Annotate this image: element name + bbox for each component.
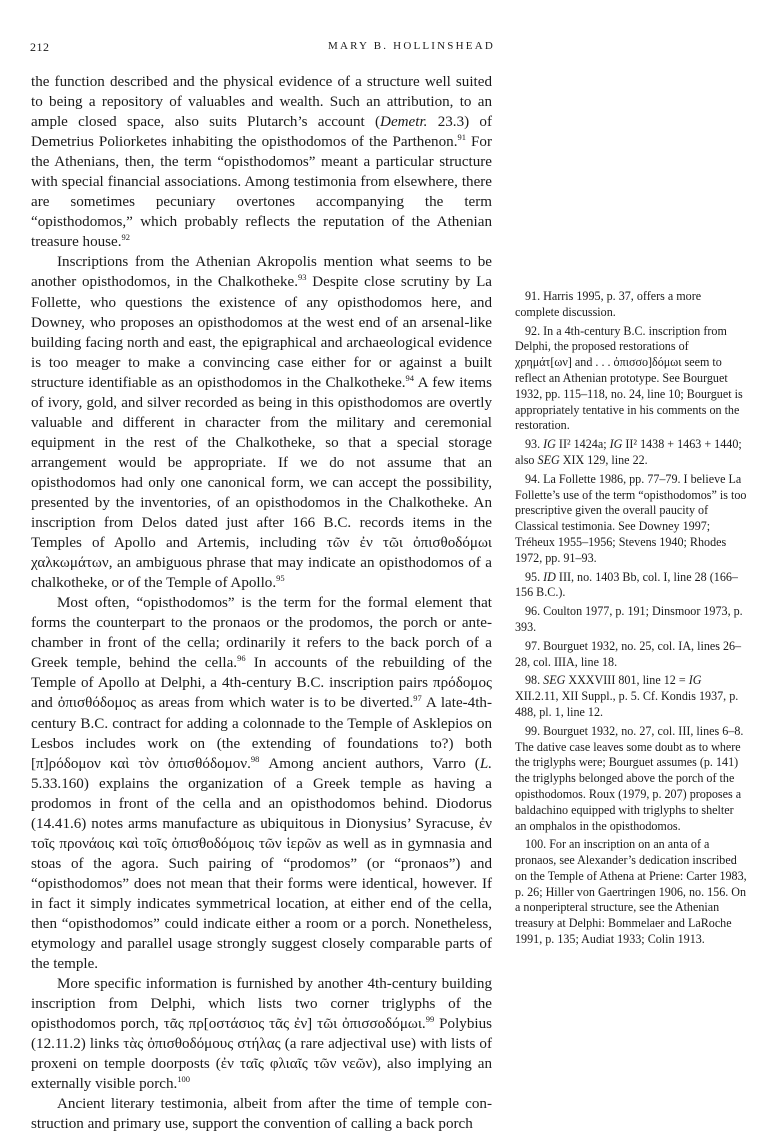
footnote <box>515 673 747 720</box>
footnote <box>515 472 747 567</box>
text-run: 5.33.160) explains the organization of a Greek temple as having a prodomos in front of the cella and an opisthodomos behind. Diodorus (14.41.6) notes arms manufacture as ubiquitous in Dionysius’ Syracuse, ἐν τοῖς προνάοις καὶ τοῖς ὀπισθοδόμοις τῶν ἱερῶν as well as in gymnasia and stoas of the agora. Such pairing of “prodomos” (or “pronaos”) and “opisthodomos” does not mean that their forms were identical, however. If in fact it simply indicates symmetrical location, at either end of the cella, then “opisthodomos” could indicate either a room or a porch. Nonetheless, etymology and parallel usage strongly suggest closely comparable parts of the temple. <box>31 775 492 973</box>
italic-text: IG <box>543 437 556 452</box>
text-run: For the Athenians, then, the term “opisthodomos” meant a particular structure with special financial associations. Among testimonia from elsewhere, there are sometimes pecuniary overtones accompanying the term “opisthodomos,” which probably reflects the reputation of the Athenian treasure house. <box>31 134 492 251</box>
text-run: Among ancient authors, Varro ( <box>259 755 480 772</box>
body-paragraph <box>31 1094 492 1134</box>
text-run: 92. In a 4th-century B.C. inscription from Delphi, the proposed restorations of χρημάτ[ων] and . . . ὀπισσο]δόμωι seem to reflect an Athenian prototype. See Bourguet 1932, pp. 115–118, no. 24, line 10; Bourguet is appropriately tentative in his comments on the restoration. <box>515 323 743 433</box>
text-run: Despite close scrutiny by La Follette, who questions the existence of any opisthodomos here, and Downey, who proposes an opisthodomos at the west end of an arsenal-like building facing north and east, the epigraphical and archaeological evidence is too meager to make a convincing case either for or against a built structure identifiable as an opisthodomos in the Chalkotheke. <box>31 274 492 391</box>
footnote <box>515 437 747 469</box>
italic-text: L. <box>479 755 492 772</box>
footnote-ref: 99 <box>425 1014 435 1025</box>
text-run: Inscriptions from the Athenian Akropolis mention what seems to be another opisthodomos, in the Chalkotheke. <box>31 254 492 291</box>
body-paragraph <box>31 252 492 593</box>
text-run: 97. Bourguet 1932, no. 25, col. IA, lines 26–28, col. IIIA, line 18. <box>515 638 742 669</box>
text-run: Most often, “opisthodomos” is the term for the formal element that forms the counterpart to the pronaos or the prodomos, the porch or antechamber in front of the cella; ordinarily it refers to the back porch of a Greek temple, behind the cella. <box>31 595 492 672</box>
footnote-ref: 92 <box>121 232 131 243</box>
text-run: A few items of ivory, gold, and silver recorded as being in this opisthodomos are overtly valuable and different in character from the military and ceremonial equipment in the rest of the Chalkotheke, so that a special storage arrangement would be appropriate. If we do not assume that an opisthodomos had only one canonical form, we can accept the possibility, presented by the inventories, of an opisthodomos in the Chalkotheke. An inscription from Delos dated just after 166 B.C. records items in the Temples of Apollo and Artemis, including τῶν ἐν τῶι ὀπισθοδόμωι χαλκωμάτων, an ambiguous phrase that may indicate an opisthodomos of a chalkotheke, or of the Temple of Apollo. <box>31 374 492 592</box>
text-run: Polybius (12.11.2) links τὰς ὀπισθοδόμους στήλας (a rare adjectival use) with lists of proxeni on temple doorposts (ἐν ταῖς φλιαῖς τῶν νεῶν), also implying an externally visible porch. <box>31 1016 492 1093</box>
footnote-ref: 100 <box>177 1074 191 1085</box>
text-run: 23.3) of Demetrius Poliorketes inhabiting the opisthodomos of the Parthenon. <box>31 114 493 151</box>
main-text-column <box>31 72 492 1134</box>
footnote-ref: 95 <box>276 573 285 584</box>
page-number: 212 <box>30 40 50 54</box>
text-run: 95. <box>525 569 544 584</box>
text-run: 98. <box>525 673 544 688</box>
footnote <box>515 639 747 671</box>
footnote <box>515 837 747 948</box>
footnote-ref: 94 <box>405 372 415 383</box>
text-run: the function described and the physical evidence of a structure well suited to being a repository of valuables and wealth. Such an attribution, to an ample closed space, also suits Plutarch’s account ( <box>31 74 492 131</box>
footnote <box>515 570 747 602</box>
footnote <box>515 604 747 636</box>
running-head: MARY B. HOLLINSHEAD <box>328 40 495 52</box>
text-run: In accounts of the rebuilding of the Temple of Apollo at Delphi, a 4th-century B.C. inscription pairs πρόδομος and ὀπισθόδομος as areas from which water is to be diverted. <box>31 655 492 712</box>
footnote-ref: 91 <box>457 132 466 143</box>
text-run: II² 1424a; <box>555 437 610 452</box>
footnotes-column <box>515 289 747 951</box>
footnote-ref: 96 <box>237 653 246 664</box>
italic-text: IG <box>609 437 623 452</box>
text-run: 96. Coulton 1977, p. 191; Dinsmoor 1973, p. 393. <box>515 604 743 634</box>
text-run: Ancient literary testimonia, albeit from after the time of temple construction and primary use, support the convention of calling a back porch <box>31 1096 492 1133</box>
footnote <box>515 724 747 835</box>
text-run: XIX 129, line 22. <box>559 452 648 467</box>
footnote-ref: 93 <box>297 272 307 283</box>
text-run: 99. Bourguet 1932, no. 27, col. III, lines 6–8. The dative case leaves some doubt as to where the triglyphs were; Bourguet assumes (p. 141) the triglyphs belonged above the porch of the opisthodomos. Roux (1979, p. 207) proposes a baldachino equipped with triglyphs to shelter an omphalos in the opisthodomos. <box>515 723 744 833</box>
body-paragraph <box>31 974 492 1094</box>
italic-text: ID <box>543 569 556 584</box>
text-run: 93. <box>525 437 544 452</box>
italic-text: IG <box>688 673 702 688</box>
text-run: II² 1438 + 1463 + 1440; also <box>515 437 742 467</box>
text-run: 94. La Follette 1986, pp. 77–79. I believe La Follette’s use of the term “opisthodomos” is too prescriptive given the overall paucity of Classical testimonia. See Downey 1997; Tréheux 1955–1956; Stevens 1940; Rhodes 1972, pp. 91–93. <box>515 471 747 565</box>
italic-text: Demetr. <box>380 114 428 131</box>
text-run: XXXVIII 801, line 12 = <box>565 673 689 688</box>
text-run: A late-4th-century B.C. contract for adding a colonnade to the Temple of Asklepios on Lesbos includes work on (the extending of foundations to?) both [π]ρόδομον καὶ τὸν ὀπισθόδομον. <box>31 695 492 772</box>
body-paragraph <box>31 593 492 974</box>
footnote <box>515 324 747 435</box>
footnote-ref: 98 <box>250 753 260 764</box>
body-paragraph <box>31 72 492 252</box>
text-run: XII.2.11, XII Suppl., p. 5. Cf. Kondis 1937, p. 488, pl. 1, line 12. <box>515 689 739 719</box>
text-run: 100. For an inscription on an anta of a pronaos, see Alexander’s dedication inscribed on the Temple of Athena at Priene: Carter 1983, p. 26; Hiller von Gaertringen 1906, no. 156. On a nonperipteral structure, see the Athenian treasury at Delphi: Bommelaer and LaRoche 1991, p. 135; Audiat 1933; Colin 1913. <box>515 837 747 947</box>
italic-text: SEG <box>543 673 566 688</box>
italic-text: SEG <box>537 452 560 467</box>
text-run: III, no. 1403 Bb, col. I, line 28 (166–156 B.C.). <box>515 569 738 600</box>
footnote-ref: 97 <box>413 693 422 704</box>
text-run: 91. Harris 1995, p. 37, offers a more complete discussion. <box>515 289 702 319</box>
footnote <box>515 289 747 321</box>
text-run: More specific information is furnished by another 4th-century building inscription from Delphi, which lists two corner triglyphs of the opisthodomos porch, τᾶς πρ[οστάσιος τᾶς ἐν] τῶι ὀπισσοδόμωι. <box>31 976 492 1033</box>
